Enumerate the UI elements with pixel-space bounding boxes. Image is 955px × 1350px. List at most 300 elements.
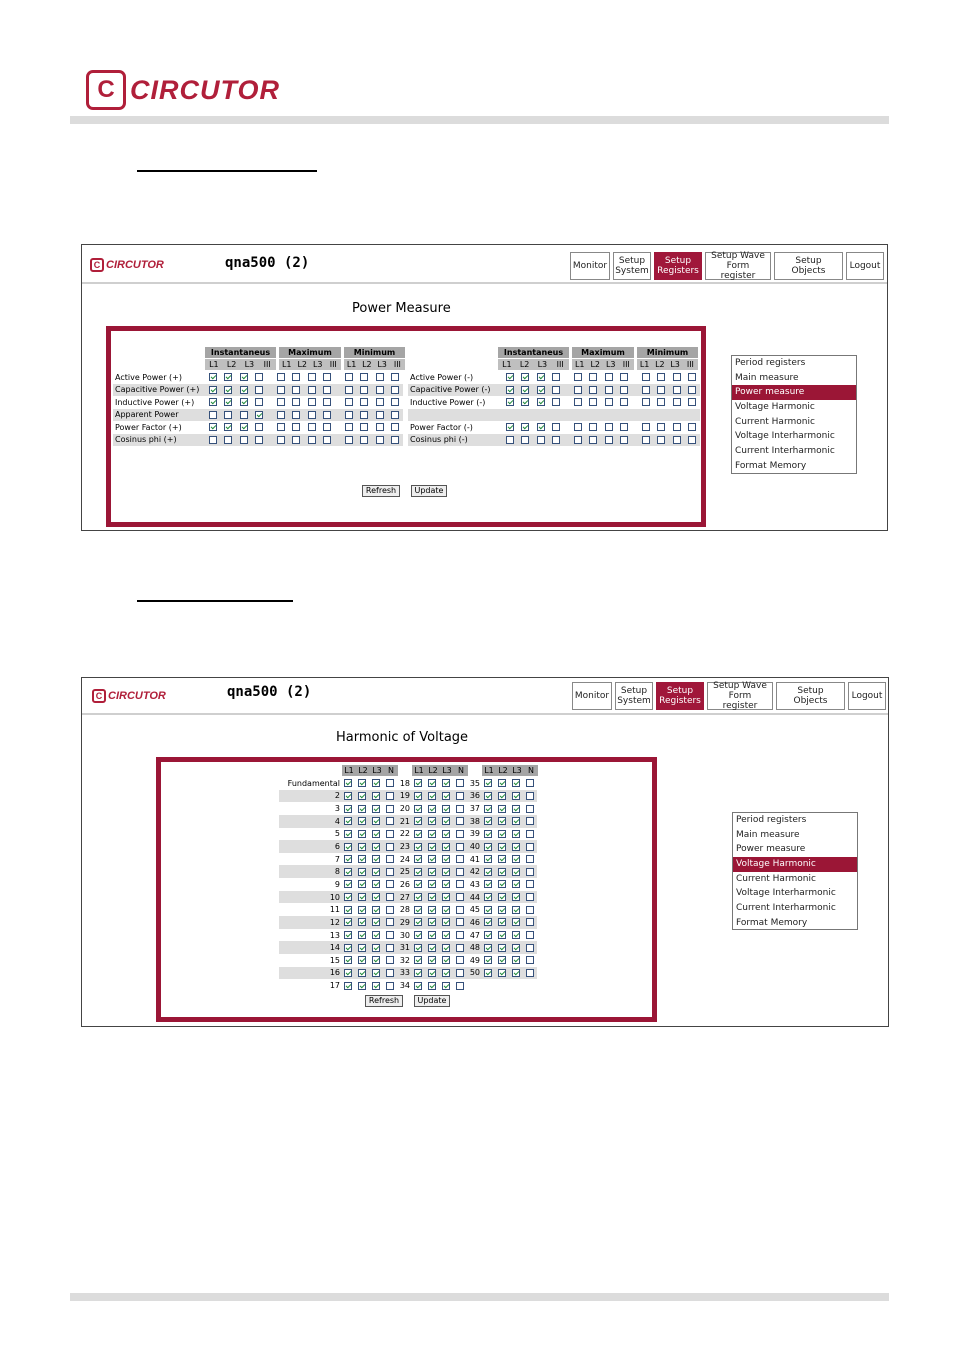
checkbox-checked[interactable]	[344, 792, 352, 800]
checkbox-unchecked[interactable]	[526, 906, 534, 914]
checkbox-unchecked[interactable]	[323, 386, 331, 394]
checkbox-checked[interactable]	[498, 956, 506, 964]
nav-button[interactable]: Setup System	[615, 682, 653, 710]
checkbox-unchecked[interactable]	[688, 386, 696, 394]
checkbox-unchecked[interactable]	[589, 398, 597, 406]
checkbox-checked[interactable]	[344, 956, 352, 964]
checkbox-checked[interactable]	[344, 982, 352, 990]
checkbox-unchecked[interactable]	[620, 398, 628, 406]
nav-button[interactable]: Monitor	[572, 682, 612, 710]
checkbox-checked[interactable]	[506, 373, 514, 381]
checkbox-unchecked[interactable]	[292, 373, 300, 381]
checkbox-unchecked[interactable]	[552, 436, 560, 444]
checkbox-unchecked[interactable]	[552, 386, 560, 394]
checkbox-checked[interactable]	[521, 398, 529, 406]
update-button[interactable]: Update	[414, 995, 450, 1007]
checkbox-unchecked[interactable]	[386, 868, 394, 876]
checkbox-unchecked[interactable]	[605, 436, 613, 444]
checkbox-checked[interactable]	[372, 906, 380, 914]
checkbox-unchecked[interactable]	[277, 423, 285, 431]
checkbox-unchecked[interactable]	[456, 868, 464, 876]
checkbox-checked[interactable]	[512, 880, 520, 888]
checkbox-unchecked[interactable]	[574, 373, 582, 381]
checkbox-checked[interactable]	[512, 830, 520, 838]
checkbox-unchecked[interactable]	[526, 868, 534, 876]
checkbox-checked[interactable]	[428, 805, 436, 813]
checkbox-unchecked[interactable]	[620, 386, 628, 394]
checkbox-unchecked[interactable]	[376, 386, 384, 394]
checkbox-unchecked[interactable]	[386, 779, 394, 787]
checkbox-unchecked[interactable]	[386, 982, 394, 990]
checkbox-checked[interactable]	[506, 386, 514, 394]
nav-button[interactable]: Setup System	[613, 252, 651, 280]
checkbox-unchecked[interactable]	[456, 944, 464, 952]
checkbox-checked[interactable]	[358, 982, 366, 990]
register-menu-item[interactable]: Power measure	[736, 844, 806, 855]
checkbox-checked[interactable]	[442, 906, 450, 914]
checkbox-checked[interactable]	[428, 918, 436, 926]
checkbox-unchecked[interactable]	[456, 893, 464, 901]
checkbox-unchecked[interactable]	[552, 373, 560, 381]
update-button[interactable]: Update	[411, 485, 447, 497]
checkbox-checked[interactable]	[498, 880, 506, 888]
checkbox-checked[interactable]	[344, 805, 352, 813]
checkbox-unchecked[interactable]	[552, 423, 560, 431]
checkbox-checked[interactable]	[344, 843, 352, 851]
checkbox-checked[interactable]	[442, 792, 450, 800]
register-menu-item[interactable]: Voltage Harmonic	[733, 857, 857, 872]
checkbox-checked[interactable]	[372, 830, 380, 838]
checkbox-checked[interactable]	[484, 944, 492, 952]
checkbox-checked[interactable]	[240, 398, 248, 406]
checkbox-checked[interactable]	[428, 855, 436, 863]
checkbox-checked[interactable]	[521, 373, 529, 381]
checkbox-checked[interactable]	[442, 880, 450, 888]
checkbox-checked[interactable]	[344, 880, 352, 888]
checkbox-checked[interactable]	[358, 843, 366, 851]
checkbox-unchecked[interactable]	[391, 423, 399, 431]
checkbox-unchecked[interactable]	[292, 411, 300, 419]
checkbox-unchecked[interactable]	[526, 830, 534, 838]
checkbox-unchecked[interactable]	[376, 411, 384, 419]
checkbox-unchecked[interactable]	[526, 880, 534, 888]
checkbox-unchecked[interactable]	[526, 931, 534, 939]
checkbox-unchecked[interactable]	[345, 386, 353, 394]
checkbox-checked[interactable]	[414, 830, 422, 838]
checkbox-checked[interactable]	[484, 956, 492, 964]
checkbox-checked[interactable]	[498, 969, 506, 977]
checkbox-unchecked[interactable]	[308, 411, 316, 419]
nav-button[interactable]: Setup Objects	[774, 252, 843, 280]
checkbox-checked[interactable]	[442, 982, 450, 990]
checkbox-checked[interactable]	[358, 944, 366, 952]
checkbox-checked[interactable]	[442, 944, 450, 952]
checkbox-unchecked[interactable]	[386, 805, 394, 813]
checkbox-unchecked[interactable]	[526, 969, 534, 977]
checkbox-checked[interactable]	[414, 805, 422, 813]
checkbox-unchecked[interactable]	[456, 956, 464, 964]
checkbox-checked[interactable]	[358, 817, 366, 825]
checkbox-unchecked[interactable]	[605, 386, 613, 394]
register-menu-item[interactable]: Current Harmonic	[736, 873, 816, 884]
checkbox-checked[interactable]	[537, 423, 545, 431]
checkbox-checked[interactable]	[372, 969, 380, 977]
checkbox-checked[interactable]	[537, 398, 545, 406]
checkbox-checked[interactable]	[442, 893, 450, 901]
checkbox-checked[interactable]	[442, 855, 450, 863]
checkbox-unchecked[interactable]	[308, 398, 316, 406]
checkbox-unchecked[interactable]	[240, 411, 248, 419]
checkbox-checked[interactable]	[414, 880, 422, 888]
checkbox-unchecked[interactable]	[526, 893, 534, 901]
checkbox-unchecked[interactable]	[323, 423, 331, 431]
checkbox-unchecked[interactable]	[345, 423, 353, 431]
checkbox-checked[interactable]	[442, 918, 450, 926]
checkbox-unchecked[interactable]	[526, 805, 534, 813]
checkbox-checked[interactable]	[498, 817, 506, 825]
checkbox-unchecked[interactable]	[209, 436, 217, 444]
register-menu-item[interactable]: Voltage Harmonic	[735, 402, 815, 413]
checkbox-checked[interactable]	[372, 817, 380, 825]
checkbox-checked[interactable]	[428, 931, 436, 939]
checkbox-checked[interactable]	[414, 817, 422, 825]
checkbox-checked[interactable]	[372, 855, 380, 863]
checkbox-checked[interactable]	[442, 805, 450, 813]
checkbox-checked[interactable]	[442, 817, 450, 825]
checkbox-unchecked[interactable]	[620, 436, 628, 444]
checkbox-unchecked[interactable]	[308, 436, 316, 444]
checkbox-unchecked[interactable]	[376, 436, 384, 444]
checkbox-unchecked[interactable]	[391, 373, 399, 381]
checkbox-unchecked[interactable]	[345, 373, 353, 381]
checkbox-checked[interactable]	[344, 855, 352, 863]
checkbox-unchecked[interactable]	[574, 423, 582, 431]
checkbox-checked[interactable]	[344, 893, 352, 901]
checkbox-unchecked[interactable]	[642, 386, 650, 394]
checkbox-unchecked[interactable]	[277, 373, 285, 381]
checkbox-unchecked[interactable]	[456, 855, 464, 863]
checkbox-unchecked[interactable]	[456, 843, 464, 851]
checkbox-checked[interactable]	[512, 805, 520, 813]
checkbox-unchecked[interactable]	[345, 398, 353, 406]
checkbox-checked[interactable]	[506, 423, 514, 431]
checkbox-checked[interactable]	[428, 868, 436, 876]
checkbox-checked[interactable]	[240, 373, 248, 381]
checkbox-checked[interactable]	[484, 843, 492, 851]
checkbox-checked[interactable]	[498, 805, 506, 813]
register-menu-item[interactable]: Current Interharmonic	[736, 903, 836, 914]
checkbox-unchecked[interactable]	[526, 855, 534, 863]
checkbox-checked[interactable]	[498, 906, 506, 914]
checkbox-checked[interactable]	[484, 880, 492, 888]
checkbox-unchecked[interactable]	[605, 373, 613, 381]
checkbox-unchecked[interactable]	[574, 398, 582, 406]
checkbox-unchecked[interactable]	[589, 423, 597, 431]
checkbox-checked[interactable]	[240, 386, 248, 394]
checkbox-checked[interactable]	[344, 868, 352, 876]
checkbox-unchecked[interactable]	[456, 779, 464, 787]
checkbox-checked[interactable]	[358, 805, 366, 813]
checkbox-unchecked[interactable]	[589, 386, 597, 394]
checkbox-unchecked[interactable]	[456, 880, 464, 888]
checkbox-unchecked[interactable]	[620, 423, 628, 431]
checkbox-unchecked[interactable]	[688, 373, 696, 381]
checkbox-unchecked[interactable]	[642, 373, 650, 381]
checkbox-checked[interactable]	[428, 779, 436, 787]
checkbox-checked[interactable]	[358, 931, 366, 939]
checkbox-checked[interactable]	[414, 792, 422, 800]
checkbox-unchecked[interactable]	[255, 386, 263, 394]
checkbox-unchecked[interactable]	[308, 373, 316, 381]
checkbox-unchecked[interactable]	[240, 436, 248, 444]
checkbox-checked[interactable]	[498, 830, 506, 838]
refresh-button[interactable]: Refresh	[362, 485, 400, 497]
checkbox-checked[interactable]	[414, 893, 422, 901]
checkbox-unchecked[interactable]	[255, 423, 263, 431]
checkbox-unchecked[interactable]	[506, 436, 514, 444]
checkbox-checked[interactable]	[344, 969, 352, 977]
checkbox-checked[interactable]	[255, 411, 263, 419]
checkbox-unchecked[interactable]	[386, 956, 394, 964]
checkbox-checked[interactable]	[442, 868, 450, 876]
checkbox-unchecked[interactable]	[589, 373, 597, 381]
checkbox-checked[interactable]	[484, 931, 492, 939]
checkbox-unchecked[interactable]	[456, 805, 464, 813]
checkbox-checked[interactable]	[414, 944, 422, 952]
checkbox-unchecked[interactable]	[386, 918, 394, 926]
checkbox-unchecked[interactable]	[526, 843, 534, 851]
checkbox-unchecked[interactable]	[688, 398, 696, 406]
checkbox-unchecked[interactable]	[605, 398, 613, 406]
checkbox-unchecked[interactable]	[673, 423, 681, 431]
checkbox-unchecked[interactable]	[642, 423, 650, 431]
nav-button[interactable]: Setup Registers	[656, 682, 704, 710]
checkbox-checked[interactable]	[521, 386, 529, 394]
checkbox-checked[interactable]	[484, 830, 492, 838]
checkbox-checked[interactable]	[428, 982, 436, 990]
nav-button[interactable]: Setup Wave Form register	[707, 682, 773, 710]
checkbox-unchecked[interactable]	[673, 386, 681, 394]
checkbox-unchecked[interactable]	[277, 386, 285, 394]
register-menu-item[interactable]: Current Interharmonic	[735, 446, 835, 457]
register-menu-item[interactable]: Main measure	[735, 372, 799, 383]
checkbox-unchecked[interactable]	[526, 956, 534, 964]
checkbox-checked[interactable]	[414, 906, 422, 914]
checkbox-unchecked[interactable]	[391, 436, 399, 444]
checkbox-unchecked[interactable]	[574, 436, 582, 444]
checkbox-checked[interactable]	[240, 423, 248, 431]
checkbox-checked[interactable]	[344, 830, 352, 838]
checkbox-unchecked[interactable]	[456, 931, 464, 939]
register-menu-item[interactable]: Current Harmonic	[735, 416, 815, 427]
checkbox-checked[interactable]	[414, 956, 422, 964]
checkbox-unchecked[interactable]	[526, 918, 534, 926]
checkbox-unchecked[interactable]	[642, 398, 650, 406]
checkbox-unchecked[interactable]	[360, 411, 368, 419]
checkbox-checked[interactable]	[428, 792, 436, 800]
checkbox-unchecked[interactable]	[391, 411, 399, 419]
checkbox-unchecked[interactable]	[360, 436, 368, 444]
checkbox-checked[interactable]	[428, 956, 436, 964]
checkbox-checked[interactable]	[428, 830, 436, 838]
checkbox-unchecked[interactable]	[376, 423, 384, 431]
checkbox-unchecked[interactable]	[386, 855, 394, 863]
checkbox-checked[interactable]	[372, 880, 380, 888]
checkbox-checked[interactable]	[484, 779, 492, 787]
checkbox-checked[interactable]	[372, 792, 380, 800]
checkbox-checked[interactable]	[512, 792, 520, 800]
checkbox-checked[interactable]	[372, 982, 380, 990]
checkbox-checked[interactable]	[498, 918, 506, 926]
checkbox-checked[interactable]	[484, 906, 492, 914]
checkbox-unchecked[interactable]	[620, 373, 628, 381]
checkbox-checked[interactable]	[358, 893, 366, 901]
checkbox-checked[interactable]	[358, 918, 366, 926]
checkbox-checked[interactable]	[498, 944, 506, 952]
checkbox-unchecked[interactable]	[224, 411, 232, 419]
checkbox-checked[interactable]	[344, 918, 352, 926]
checkbox-checked[interactable]	[512, 969, 520, 977]
checkbox-unchecked[interactable]	[224, 436, 232, 444]
checkbox-unchecked[interactable]	[456, 830, 464, 838]
checkbox-checked[interactable]	[484, 969, 492, 977]
checkbox-checked[interactable]	[484, 918, 492, 926]
checkbox-unchecked[interactable]	[308, 423, 316, 431]
checkbox-checked[interactable]	[372, 893, 380, 901]
checkbox-checked[interactable]	[344, 779, 352, 787]
refresh-button[interactable]: Refresh	[365, 995, 403, 1007]
checkbox-checked[interactable]	[484, 855, 492, 863]
checkbox-checked[interactable]	[442, 779, 450, 787]
checkbox-checked[interactable]	[428, 843, 436, 851]
checkbox-unchecked[interactable]	[277, 411, 285, 419]
checkbox-unchecked[interactable]	[673, 373, 681, 381]
checkbox-unchecked[interactable]	[456, 817, 464, 825]
checkbox-unchecked[interactable]	[255, 398, 263, 406]
checkbox-unchecked[interactable]	[526, 944, 534, 952]
checkbox-checked[interactable]	[414, 982, 422, 990]
checkbox-unchecked[interactable]	[323, 411, 331, 419]
checkbox-checked[interactable]	[372, 918, 380, 926]
checkbox-unchecked[interactable]	[386, 817, 394, 825]
checkbox-unchecked[interactable]	[673, 398, 681, 406]
checkbox-checked[interactable]	[372, 868, 380, 876]
register-menu-item[interactable]: Voltage Interharmonic	[735, 431, 835, 442]
checkbox-unchecked[interactable]	[360, 398, 368, 406]
checkbox-unchecked[interactable]	[360, 423, 368, 431]
checkbox-unchecked[interactable]	[360, 386, 368, 394]
checkbox-checked[interactable]	[512, 893, 520, 901]
checkbox-unchecked[interactable]	[386, 830, 394, 838]
checkbox-checked[interactable]	[224, 386, 232, 394]
checkbox-checked[interactable]	[358, 855, 366, 863]
checkbox-checked[interactable]	[498, 792, 506, 800]
checkbox-checked[interactable]	[358, 880, 366, 888]
checkbox-unchecked[interactable]	[277, 398, 285, 406]
checkbox-checked[interactable]	[372, 779, 380, 787]
checkbox-checked[interactable]	[372, 944, 380, 952]
register-menu-item[interactable]: Main measure	[736, 829, 800, 840]
checkbox-checked[interactable]	[484, 868, 492, 876]
checkbox-checked[interactable]	[209, 423, 217, 431]
checkbox-unchecked[interactable]	[345, 411, 353, 419]
checkbox-checked[interactable]	[372, 931, 380, 939]
checkbox-unchecked[interactable]	[391, 398, 399, 406]
checkbox-unchecked[interactable]	[386, 843, 394, 851]
checkbox-checked[interactable]	[512, 956, 520, 964]
checkbox-checked[interactable]	[512, 817, 520, 825]
checkbox-unchecked[interactable]	[292, 398, 300, 406]
checkbox-unchecked[interactable]	[526, 779, 534, 787]
checkbox-checked[interactable]	[372, 843, 380, 851]
nav-button[interactable]: Logout	[848, 682, 886, 710]
checkbox-checked[interactable]	[442, 843, 450, 851]
register-menu-item[interactable]: Format Memory	[736, 917, 808, 928]
checkbox-checked[interactable]	[512, 779, 520, 787]
checkbox-checked[interactable]	[484, 805, 492, 813]
checkbox-unchecked[interactable]	[688, 436, 696, 444]
register-menu-item[interactable]: Period registers	[736, 815, 807, 825]
checkbox-unchecked[interactable]	[657, 386, 665, 394]
checkbox-unchecked[interactable]	[657, 436, 665, 444]
checkbox-checked[interactable]	[414, 843, 422, 851]
checkbox-checked[interactable]	[498, 855, 506, 863]
checkbox-checked[interactable]	[224, 373, 232, 381]
checkbox-checked[interactable]	[442, 956, 450, 964]
checkbox-unchecked[interactable]	[552, 398, 560, 406]
checkbox-unchecked[interactable]	[574, 386, 582, 394]
checkbox-checked[interactable]	[428, 906, 436, 914]
checkbox-checked[interactable]	[224, 398, 232, 406]
checkbox-checked[interactable]	[512, 843, 520, 851]
checkbox-unchecked[interactable]	[376, 373, 384, 381]
checkbox-checked[interactable]	[512, 918, 520, 926]
checkbox-checked[interactable]	[442, 931, 450, 939]
checkbox-checked[interactable]	[512, 931, 520, 939]
checkbox-unchecked[interactable]	[521, 436, 529, 444]
checkbox-unchecked[interactable]	[456, 969, 464, 977]
checkbox-unchecked[interactable]	[673, 436, 681, 444]
checkbox-checked[interactable]	[358, 792, 366, 800]
checkbox-checked[interactable]	[209, 386, 217, 394]
checkbox-unchecked[interactable]	[386, 792, 394, 800]
checkbox-checked[interactable]	[428, 893, 436, 901]
checkbox-unchecked[interactable]	[537, 436, 545, 444]
checkbox-checked[interactable]	[414, 918, 422, 926]
nav-button[interactable]: Setup Wave Form register	[705, 252, 771, 280]
checkbox-checked[interactable]	[428, 944, 436, 952]
register-menu-item[interactable]: Power measure	[732, 385, 856, 400]
checkbox-checked[interactable]	[344, 931, 352, 939]
checkbox-unchecked[interactable]	[323, 398, 331, 406]
checkbox-checked[interactable]	[209, 398, 217, 406]
checkbox-checked[interactable]	[537, 373, 545, 381]
checkbox-unchecked[interactable]	[255, 373, 263, 381]
checkbox-unchecked[interactable]	[255, 436, 263, 444]
checkbox-checked[interactable]	[498, 779, 506, 787]
checkbox-unchecked[interactable]	[292, 423, 300, 431]
checkbox-unchecked[interactable]	[386, 944, 394, 952]
checkbox-checked[interactable]	[414, 779, 422, 787]
checkbox-unchecked[interactable]	[657, 373, 665, 381]
checkbox-checked[interactable]	[414, 855, 422, 863]
checkbox-checked[interactable]	[428, 969, 436, 977]
checkbox-unchecked[interactable]	[386, 931, 394, 939]
checkbox-checked[interactable]	[498, 893, 506, 901]
checkbox-unchecked[interactable]	[688, 423, 696, 431]
checkbox-checked[interactable]	[358, 956, 366, 964]
checkbox-checked[interactable]	[414, 969, 422, 977]
